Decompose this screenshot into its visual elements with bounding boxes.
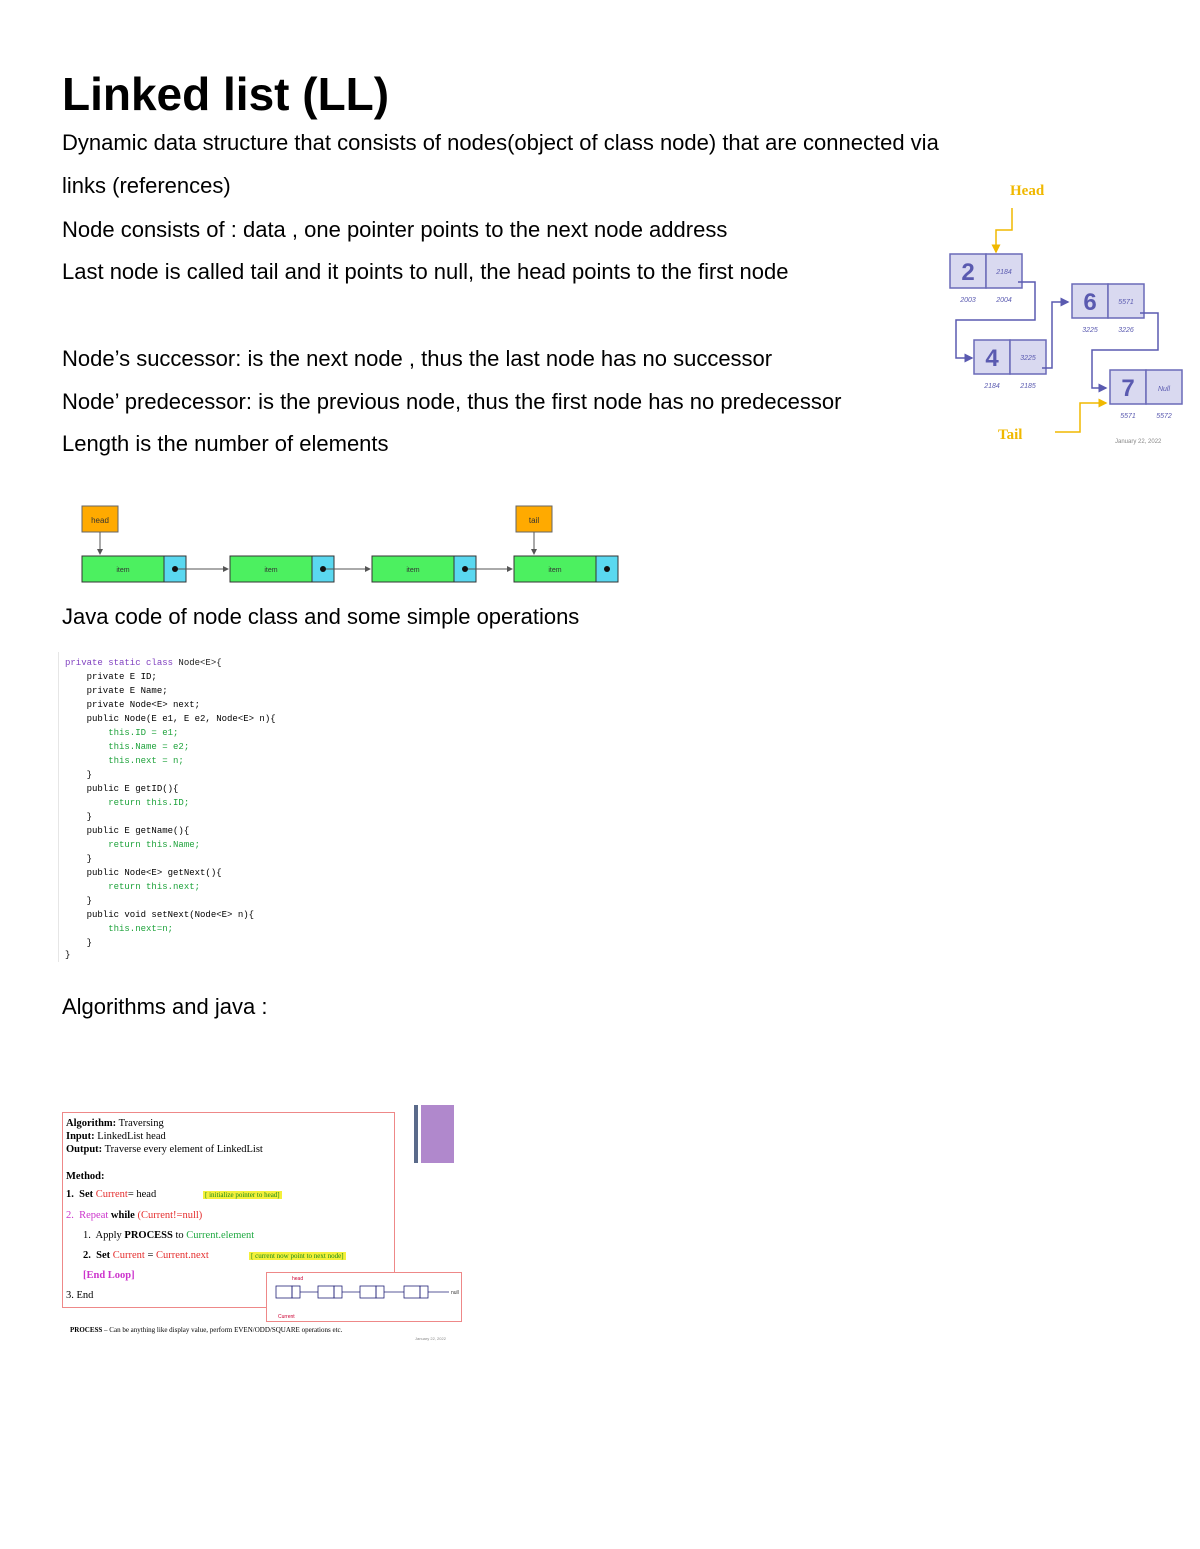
code-line: private Node<E> next;: [65, 700, 201, 710]
code-line: public Node(E e1, E e2, Node<E> n){: [65, 714, 276, 724]
traversal-mini-diagram: [266, 1272, 462, 1322]
thumbnail-bar: [414, 1105, 418, 1163]
code-line: private E ID;: [65, 672, 157, 682]
memory-node: [1072, 284, 1144, 334]
node-pointer: 2184: [996, 269, 1012, 276]
memory-node: [974, 340, 1046, 390]
code-line: public E getName(){: [65, 826, 190, 836]
node-value: 2: [961, 259, 975, 286]
node-value: 6: [1083, 289, 1097, 316]
slide-date: January 22, 2022: [1115, 439, 1162, 445]
code-line: private E Name;: [65, 686, 168, 696]
node-address: 2004: [996, 297, 1012, 304]
paragraph-length: Length is the number of elements: [62, 431, 389, 456]
tail-box: [516, 506, 552, 532]
paragraph-successor: Node’s successor: is the next node , thus the last node has no successor: [62, 346, 773, 371]
node-pointer: 3225: [1020, 355, 1036, 362]
node-value: 7: [1121, 375, 1135, 402]
algorithm-end-loop: [End Loop]: [83, 1270, 135, 1281]
code-line: }: [65, 938, 93, 948]
paragraph-algorithms: Algorithms and java :: [62, 994, 268, 1019]
head-label: Head: [1010, 183, 1045, 199]
algorithm-slide-date: January 22, 2022: [415, 1336, 446, 1341]
page-title: Linked list (LL): [62, 68, 390, 120]
code-line: return this.next;: [65, 882, 201, 892]
memory-node: [1110, 370, 1182, 420]
mini-null-label: null: [451, 1290, 459, 1296]
tail-arrow: [1055, 403, 1106, 432]
algorithm-input: Input: LinkedList head: [66, 1131, 166, 1142]
code-line: }: [65, 854, 93, 864]
paragraph-tail-head: Last node is called tail and it points to null, the head points to the first node: [62, 259, 789, 284]
algorithm-output: Output: Traverse every element of LinkedList: [66, 1144, 263, 1155]
algorithm-substep-1: 1. Apply PROCESS to Current.element: [83, 1230, 255, 1241]
paragraph-definition: Dynamic data structure that consists of nodes(object of class node) that are connected via: [62, 130, 939, 155]
item-label: item: [548, 567, 562, 574]
code-line: this.next = n;: [65, 756, 184, 766]
algorithm-substep-2: 2. Set Current = Current.next: [83, 1250, 209, 1261]
node-address: 2185: [1020, 383, 1036, 390]
process-note: PROCESS – Can be anything like display value, perform EVEN/ODD/SQUARE operations etc.: [70, 1326, 343, 1334]
item-label: item: [264, 567, 278, 574]
paragraph-predecessor: Node’ predecessor: is the previous node, thus the first node has no predecessor: [62, 389, 842, 414]
item-label: item: [406, 567, 420, 574]
list-node: [372, 556, 476, 582]
paragraph-java-code: Java code of node class and some simple operations: [62, 604, 580, 629]
thumbnail-image: [421, 1105, 454, 1163]
node-address: 2003: [960, 297, 976, 304]
head-arrow: [996, 208, 1012, 252]
tail-label: Tail: [998, 427, 1023, 443]
head-box: [82, 506, 118, 532]
code-line: }: [65, 950, 71, 960]
node-pointer: 5571: [1118, 299, 1134, 306]
algorithm-title: Algorithm: Traversing: [66, 1118, 164, 1129]
node-address: 3225: [1082, 327, 1098, 334]
code-line: }: [65, 812, 93, 822]
code-line: }: [65, 896, 93, 906]
node-address: 5572: [1156, 413, 1172, 420]
item-label: item: [116, 567, 130, 574]
code-line: private static class Node<E>{: [65, 658, 222, 668]
mini-head-label: head: [292, 1276, 304, 1282]
code-line: return this.Name;: [65, 840, 201, 850]
linked-list-items-diagram: [78, 500, 628, 590]
node-pointer: Null: [1157, 386, 1171, 393]
java-code-block: [58, 652, 379, 962]
code-line: this.Name = e2;: [65, 742, 190, 752]
list-node: [82, 556, 186, 582]
code-line: this.ID = e1;: [65, 728, 179, 738]
node-address: 2184: [984, 383, 1000, 390]
list-node: [514, 556, 618, 582]
algorithm-step-2: 2. Repeat while (Current!=null): [66, 1210, 203, 1221]
tail-box-label: tail: [528, 516, 540, 525]
node-value: 4: [985, 345, 999, 372]
code-line: this.next=n;: [65, 924, 174, 934]
algorithm-step-1-note: [ initialize pointer to head]: [205, 1191, 280, 1199]
code-line: public Node<E> getNext(){: [65, 868, 222, 878]
algorithm-step-1: 1. Set Current= head: [66, 1189, 157, 1200]
head-box-label: head: [91, 516, 109, 525]
code-line: public E getID(){: [65, 784, 179, 794]
algorithm-method: Method:: [66, 1171, 105, 1182]
node-address: 5571: [1120, 413, 1136, 420]
paragraph-node-consists: Node consists of : data , one pointer points to the next node address: [62, 217, 728, 242]
code-line: public void setNext(Node<E> n){: [65, 910, 255, 920]
algorithm-step-3: 3. End: [66, 1290, 94, 1301]
mini-current-label: Current: [278, 1314, 295, 1320]
code-line: }: [65, 770, 93, 780]
algorithm-substep-2-note: [ current now point to next node]: [251, 1252, 344, 1260]
node-address: 3226: [1118, 327, 1134, 334]
memory-node: [950, 254, 1022, 304]
paragraph-definition-cont: links (references): [62, 173, 231, 198]
linked-list-memory-diagram: [940, 170, 1190, 460]
code-line: return this.ID;: [65, 798, 190, 808]
list-node: [230, 556, 334, 582]
